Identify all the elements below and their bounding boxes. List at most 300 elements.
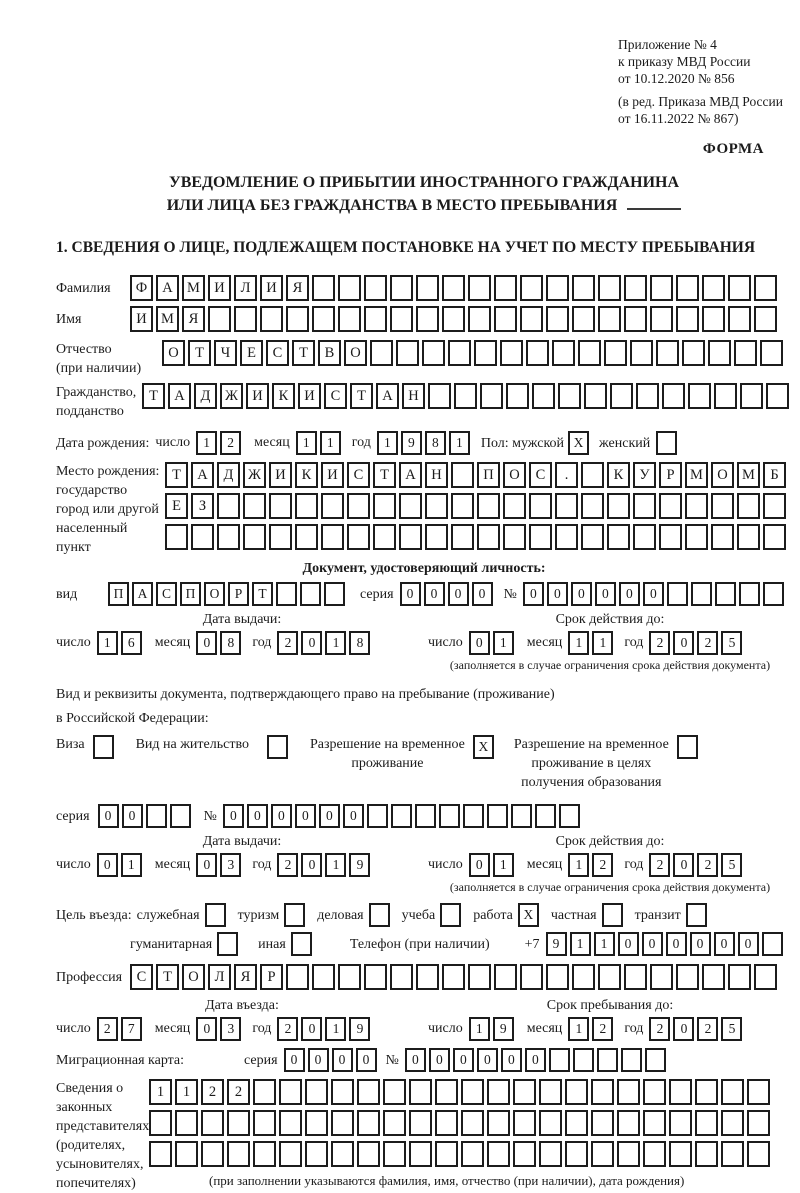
phone-cells[interactable] bbox=[546, 932, 786, 956]
char-cell[interactable] bbox=[416, 306, 439, 332]
char-cell[interactable]: О bbox=[711, 462, 734, 488]
char-cell[interactable]: Я bbox=[182, 306, 205, 332]
char-cell[interactable] bbox=[546, 306, 569, 332]
char-cell[interactable] bbox=[721, 1079, 744, 1105]
char-cell[interactable] bbox=[451, 493, 474, 519]
char-cell[interactable] bbox=[477, 524, 500, 550]
stay-until-cells[interactable] bbox=[428, 1017, 792, 1041]
char-cell[interactable]: 0 bbox=[595, 582, 616, 606]
char-cell[interactable] bbox=[578, 340, 601, 366]
char-cell[interactable]: Ф bbox=[130, 275, 153, 301]
rd-issue-cells[interactable] bbox=[56, 853, 428, 877]
char-cell[interactable]: А bbox=[168, 383, 191, 409]
char-cell[interactable] bbox=[581, 462, 604, 488]
char-cell[interactable]: М bbox=[685, 462, 708, 488]
char-cell[interactable] bbox=[621, 1048, 642, 1072]
char-cell[interactable] bbox=[650, 306, 673, 332]
char-cell[interactable] bbox=[487, 1141, 510, 1167]
char-cell[interactable] bbox=[286, 306, 309, 332]
char-cell[interactable] bbox=[149, 1110, 172, 1136]
char-cell[interactable] bbox=[702, 306, 725, 332]
char-cell[interactable]: 0 bbox=[690, 932, 711, 956]
doc-kind-cells[interactable] bbox=[108, 582, 348, 606]
char-cell[interactable] bbox=[416, 964, 439, 990]
char-cell[interactable]: 0 bbox=[448, 582, 469, 606]
char-cell[interactable]: П bbox=[477, 462, 500, 488]
char-cell[interactable]: 0 bbox=[356, 1048, 377, 1072]
char-cell[interactable]: Р bbox=[228, 582, 249, 606]
char-cell[interactable]: 0 bbox=[618, 932, 639, 956]
char-cell[interactable]: . bbox=[555, 462, 578, 488]
sex-female-checkbox[interactable] bbox=[656, 431, 677, 455]
rvp-checkbox[interactable]: X bbox=[473, 735, 494, 759]
char-cell[interactable] bbox=[526, 340, 549, 366]
char-cell[interactable]: 1 bbox=[325, 853, 346, 877]
char-cell[interactable] bbox=[607, 524, 630, 550]
doc-number-cells[interactable] bbox=[523, 582, 787, 606]
char-cell[interactable] bbox=[607, 493, 630, 519]
char-cell[interactable] bbox=[695, 1110, 718, 1136]
char-cell[interactable] bbox=[669, 1110, 692, 1136]
char-cell[interactable] bbox=[754, 306, 777, 332]
char-cell[interactable] bbox=[721, 1141, 744, 1167]
char-cell[interactable]: 9 bbox=[401, 431, 422, 455]
char-cell[interactable]: 2 bbox=[697, 1017, 718, 1041]
char-cell[interactable] bbox=[373, 493, 396, 519]
char-cell[interactable]: 1 bbox=[469, 1017, 490, 1041]
char-cell[interactable]: Т bbox=[292, 340, 315, 366]
patronymic-cells[interactable] bbox=[162, 340, 786, 366]
char-cell[interactable] bbox=[702, 275, 725, 301]
birthplace-cells-row2[interactable] bbox=[165, 493, 789, 519]
char-cell[interactable] bbox=[624, 275, 647, 301]
char-cell[interactable] bbox=[208, 306, 231, 332]
char-cell[interactable]: 0 bbox=[547, 582, 568, 606]
char-cell[interactable] bbox=[617, 1141, 640, 1167]
char-cell[interactable] bbox=[435, 1110, 458, 1136]
char-cell[interactable] bbox=[425, 493, 448, 519]
char-cell[interactable] bbox=[357, 1110, 380, 1136]
char-cell[interactable] bbox=[529, 493, 552, 519]
char-cell[interactable]: 0 bbox=[301, 631, 322, 655]
birthdate-cells[interactable] bbox=[155, 431, 472, 455]
char-cell[interactable] bbox=[581, 493, 604, 519]
char-cell[interactable] bbox=[331, 1079, 354, 1105]
char-cell[interactable] bbox=[643, 1079, 666, 1105]
purpose-tourism-checkbox[interactable] bbox=[284, 903, 305, 927]
char-cell[interactable]: О bbox=[204, 582, 225, 606]
char-cell[interactable]: 1 bbox=[449, 431, 470, 455]
char-cell[interactable] bbox=[390, 964, 413, 990]
char-cell[interactable] bbox=[461, 1079, 484, 1105]
char-cell[interactable]: Т bbox=[142, 383, 165, 409]
char-cell[interactable] bbox=[766, 383, 789, 409]
char-cell[interactable]: Н bbox=[425, 462, 448, 488]
birthplace-cells-row3[interactable] bbox=[165, 524, 789, 550]
char-cell[interactable]: 9 bbox=[493, 1017, 514, 1041]
char-cell[interactable] bbox=[279, 1079, 302, 1105]
char-cell[interactable]: 0 bbox=[400, 582, 421, 606]
char-cell[interactable] bbox=[338, 275, 361, 301]
char-cell[interactable] bbox=[529, 524, 552, 550]
char-cell[interactable]: О bbox=[503, 462, 526, 488]
char-cell[interactable] bbox=[617, 1110, 640, 1136]
char-cell[interactable]: 9 bbox=[349, 853, 370, 877]
char-cell[interactable]: 2 bbox=[697, 631, 718, 655]
char-cell[interactable]: 2 bbox=[649, 853, 670, 877]
char-cell[interactable] bbox=[747, 1079, 770, 1105]
char-cell[interactable] bbox=[367, 804, 388, 828]
char-cell[interactable] bbox=[676, 964, 699, 990]
char-cell[interactable]: 0 bbox=[714, 932, 735, 956]
visa-checkbox[interactable] bbox=[93, 735, 114, 759]
char-cell[interactable]: 8 bbox=[220, 631, 241, 655]
char-cell[interactable] bbox=[494, 964, 517, 990]
char-cell[interactable] bbox=[715, 582, 736, 606]
char-cell[interactable] bbox=[747, 1141, 770, 1167]
char-cell[interactable] bbox=[624, 964, 647, 990]
char-cell[interactable] bbox=[539, 1141, 562, 1167]
char-cell[interactable]: И bbox=[298, 383, 321, 409]
char-cell[interactable] bbox=[656, 340, 679, 366]
char-cell[interactable]: 2 bbox=[592, 853, 613, 877]
rvp-education-checkbox[interactable] bbox=[677, 735, 698, 759]
char-cell[interactable] bbox=[415, 804, 436, 828]
char-cell[interactable]: 0 bbox=[424, 582, 445, 606]
char-cell[interactable] bbox=[555, 493, 578, 519]
char-cell[interactable] bbox=[513, 1141, 536, 1167]
char-cell[interactable]: Л bbox=[208, 964, 231, 990]
char-cell[interactable] bbox=[439, 804, 460, 828]
char-cell[interactable] bbox=[487, 804, 508, 828]
char-cell[interactable]: 2 bbox=[220, 431, 241, 455]
char-cell[interactable] bbox=[451, 462, 474, 488]
char-cell[interactable] bbox=[425, 524, 448, 550]
char-cell[interactable] bbox=[754, 964, 777, 990]
char-cell[interactable] bbox=[598, 964, 621, 990]
char-cell[interactable]: 2 bbox=[201, 1079, 224, 1105]
char-cell[interactable]: 0 bbox=[453, 1048, 474, 1072]
char-cell[interactable] bbox=[572, 275, 595, 301]
char-cell[interactable]: А bbox=[191, 462, 214, 488]
char-cell[interactable] bbox=[520, 964, 543, 990]
char-cell[interactable]: 9 bbox=[349, 1017, 370, 1041]
rd-number-cells[interactable] bbox=[223, 804, 583, 828]
char-cell[interactable]: И bbox=[260, 275, 283, 301]
char-cell[interactable] bbox=[643, 1110, 666, 1136]
char-cell[interactable] bbox=[396, 340, 419, 366]
char-cell[interactable] bbox=[695, 1141, 718, 1167]
char-cell[interactable] bbox=[409, 1141, 432, 1167]
char-cell[interactable] bbox=[338, 306, 361, 332]
char-cell[interactable]: 0 bbox=[97, 853, 118, 877]
char-cell[interactable]: О bbox=[162, 340, 185, 366]
char-cell[interactable] bbox=[685, 524, 708, 550]
char-cell[interactable] bbox=[604, 340, 627, 366]
char-cell[interactable]: 0 bbox=[122, 804, 143, 828]
char-cell[interactable] bbox=[279, 1141, 302, 1167]
char-cell[interactable] bbox=[500, 340, 523, 366]
char-cell[interactable] bbox=[321, 524, 344, 550]
char-cell[interactable]: 0 bbox=[643, 582, 664, 606]
char-cell[interactable]: 1 bbox=[493, 631, 514, 655]
char-cell[interactable]: 0 bbox=[673, 631, 694, 655]
char-cell[interactable] bbox=[555, 524, 578, 550]
purpose-private-checkbox[interactable] bbox=[602, 903, 623, 927]
char-cell[interactable] bbox=[357, 1079, 380, 1105]
char-cell[interactable] bbox=[597, 1048, 618, 1072]
char-cell[interactable]: Н bbox=[402, 383, 425, 409]
char-cell[interactable]: 2 bbox=[649, 1017, 670, 1041]
char-cell[interactable]: Я bbox=[286, 275, 309, 301]
char-cell[interactable]: 1 bbox=[325, 631, 346, 655]
char-cell[interactable] bbox=[463, 804, 484, 828]
char-cell[interactable] bbox=[165, 524, 188, 550]
char-cell[interactable] bbox=[175, 1110, 198, 1136]
char-cell[interactable] bbox=[269, 493, 292, 519]
char-cell[interactable] bbox=[549, 1048, 570, 1072]
char-cell[interactable] bbox=[584, 383, 607, 409]
char-cell[interactable]: 0 bbox=[98, 804, 119, 828]
char-cell[interactable] bbox=[191, 524, 214, 550]
entry-date-cells[interactable] bbox=[56, 1017, 428, 1041]
char-cell[interactable] bbox=[253, 1079, 276, 1105]
char-cell[interactable] bbox=[565, 1141, 588, 1167]
purpose-business-checkbox[interactable] bbox=[205, 903, 226, 927]
char-cell[interactable]: Р bbox=[659, 462, 682, 488]
char-cell[interactable] bbox=[321, 493, 344, 519]
char-cell[interactable] bbox=[399, 524, 422, 550]
char-cell[interactable]: Е bbox=[240, 340, 263, 366]
char-cell[interactable]: 0 bbox=[472, 582, 493, 606]
char-cell[interactable]: 0 bbox=[196, 1017, 217, 1041]
char-cell[interactable] bbox=[442, 306, 465, 332]
char-cell[interactable]: 0 bbox=[284, 1048, 305, 1072]
char-cell[interactable] bbox=[383, 1110, 406, 1136]
char-cell[interactable]: 2 bbox=[277, 853, 298, 877]
char-cell[interactable] bbox=[435, 1079, 458, 1105]
char-cell[interactable] bbox=[295, 493, 318, 519]
char-cell[interactable]: К bbox=[272, 383, 295, 409]
char-cell[interactable] bbox=[558, 383, 581, 409]
char-cell[interactable]: Т bbox=[350, 383, 373, 409]
char-cell[interactable] bbox=[477, 493, 500, 519]
char-cell[interactable] bbox=[763, 582, 784, 606]
char-cell[interactable] bbox=[487, 1079, 510, 1105]
char-cell[interactable]: Т bbox=[252, 582, 273, 606]
char-cell[interactable] bbox=[383, 1079, 406, 1105]
char-cell[interactable]: 1 bbox=[568, 1017, 589, 1041]
char-cell[interactable]: И bbox=[269, 462, 292, 488]
char-cell[interactable]: А bbox=[376, 383, 399, 409]
char-cell[interactable]: 0 bbox=[405, 1048, 426, 1072]
char-cell[interactable] bbox=[474, 340, 497, 366]
char-cell[interactable] bbox=[552, 340, 575, 366]
doc-expiry-cells[interactable] bbox=[428, 631, 792, 655]
char-cell[interactable]: А bbox=[156, 275, 179, 301]
char-cell[interactable] bbox=[503, 524, 526, 550]
char-cell[interactable] bbox=[347, 493, 370, 519]
char-cell[interactable]: К bbox=[295, 462, 318, 488]
char-cell[interactable] bbox=[513, 1110, 536, 1136]
char-cell[interactable] bbox=[667, 582, 688, 606]
char-cell[interactable] bbox=[520, 306, 543, 332]
char-cell[interactable]: 1 bbox=[592, 631, 613, 655]
char-cell[interactable]: М bbox=[182, 275, 205, 301]
char-cell[interactable]: 0 bbox=[332, 1048, 353, 1072]
char-cell[interactable] bbox=[503, 493, 526, 519]
char-cell[interactable]: У bbox=[633, 462, 656, 488]
purpose-work-checkbox[interactable]: X bbox=[518, 903, 539, 927]
char-cell[interactable] bbox=[754, 275, 777, 301]
doc-issue-cells[interactable] bbox=[56, 631, 428, 655]
char-cell[interactable] bbox=[300, 582, 321, 606]
residence-permit-checkbox[interactable] bbox=[267, 735, 288, 759]
char-cell[interactable] bbox=[565, 1079, 588, 1105]
char-cell[interactable] bbox=[305, 1079, 328, 1105]
char-cell[interactable] bbox=[312, 964, 335, 990]
char-cell[interactable]: Б bbox=[763, 462, 786, 488]
char-cell[interactable] bbox=[636, 383, 659, 409]
char-cell[interactable]: С bbox=[130, 964, 153, 990]
char-cell[interactable] bbox=[650, 275, 673, 301]
char-cell[interactable] bbox=[747, 1110, 770, 1136]
char-cell[interactable] bbox=[357, 1141, 380, 1167]
char-cell[interactable]: С bbox=[347, 462, 370, 488]
char-cell[interactable] bbox=[305, 1141, 328, 1167]
char-cell[interactable] bbox=[170, 804, 191, 828]
char-cell[interactable]: 0 bbox=[501, 1048, 522, 1072]
char-cell[interactable]: 9 bbox=[546, 932, 567, 956]
char-cell[interactable]: А bbox=[132, 582, 153, 606]
char-cell[interactable]: 2 bbox=[277, 631, 298, 655]
char-cell[interactable] bbox=[468, 275, 491, 301]
char-cell[interactable] bbox=[711, 493, 734, 519]
char-cell[interactable]: М bbox=[737, 462, 760, 488]
char-cell[interactable] bbox=[591, 1141, 614, 1167]
char-cell[interactable] bbox=[269, 524, 292, 550]
char-cell[interactable] bbox=[763, 524, 786, 550]
char-cell[interactable]: 7 bbox=[121, 1017, 142, 1041]
char-cell[interactable]: С bbox=[324, 383, 347, 409]
char-cell[interactable] bbox=[645, 1048, 666, 1072]
char-cell[interactable]: 3 bbox=[220, 853, 241, 877]
char-cell[interactable]: О bbox=[344, 340, 367, 366]
char-cell[interactable] bbox=[565, 1110, 588, 1136]
char-cell[interactable] bbox=[650, 964, 673, 990]
char-cell[interactable] bbox=[682, 340, 705, 366]
char-cell[interactable] bbox=[702, 964, 725, 990]
char-cell[interactable] bbox=[370, 340, 393, 366]
representatives-cells-row3[interactable] bbox=[149, 1141, 773, 1167]
char-cell[interactable] bbox=[461, 1141, 484, 1167]
char-cell[interactable] bbox=[454, 383, 477, 409]
char-cell[interactable] bbox=[573, 1048, 594, 1072]
char-cell[interactable]: 1 bbox=[97, 631, 118, 655]
char-cell[interactable] bbox=[676, 306, 699, 332]
rd-expiry-cells[interactable] bbox=[428, 853, 792, 877]
char-cell[interactable] bbox=[253, 1141, 276, 1167]
char-cell[interactable] bbox=[714, 383, 737, 409]
char-cell[interactable] bbox=[520, 275, 543, 301]
char-cell[interactable] bbox=[711, 524, 734, 550]
char-cell[interactable] bbox=[217, 524, 240, 550]
char-cell[interactable] bbox=[422, 340, 445, 366]
char-cell[interactable] bbox=[728, 306, 751, 332]
char-cell[interactable] bbox=[617, 1079, 640, 1105]
char-cell[interactable]: 0 bbox=[738, 932, 759, 956]
char-cell[interactable]: Ж bbox=[220, 383, 243, 409]
char-cell[interactable] bbox=[468, 306, 491, 332]
purpose-transit-checkbox[interactable] bbox=[686, 903, 707, 927]
char-cell[interactable] bbox=[175, 1141, 198, 1167]
char-cell[interactable]: 0 bbox=[429, 1048, 450, 1072]
char-cell[interactable]: 1 bbox=[149, 1079, 172, 1105]
char-cell[interactable]: Т bbox=[165, 462, 188, 488]
purpose-humanitarian-checkbox[interactable] bbox=[217, 932, 238, 956]
citizenship-cells[interactable] bbox=[142, 383, 792, 409]
char-cell[interactable]: 1 bbox=[325, 1017, 346, 1041]
char-cell[interactable] bbox=[762, 932, 783, 956]
char-cell[interactable]: 0 bbox=[196, 631, 217, 655]
char-cell[interactable] bbox=[691, 582, 712, 606]
char-cell[interactable] bbox=[598, 306, 621, 332]
char-cell[interactable]: П bbox=[108, 582, 129, 606]
char-cell[interactable]: 6 bbox=[121, 631, 142, 655]
char-cell[interactable] bbox=[480, 383, 503, 409]
char-cell[interactable]: 1 bbox=[568, 853, 589, 877]
char-cell[interactable]: 0 bbox=[295, 804, 316, 828]
char-cell[interactable]: 0 bbox=[301, 853, 322, 877]
purpose-commercial-checkbox[interactable] bbox=[369, 903, 390, 927]
char-cell[interactable]: Д bbox=[217, 462, 240, 488]
char-cell[interactable]: 0 bbox=[223, 804, 244, 828]
char-cell[interactable] bbox=[227, 1141, 250, 1167]
char-cell[interactable] bbox=[276, 582, 297, 606]
purpose-other-checkbox[interactable] bbox=[291, 932, 312, 956]
char-cell[interactable]: 2 bbox=[697, 853, 718, 877]
char-cell[interactable] bbox=[737, 493, 760, 519]
char-cell[interactable] bbox=[399, 493, 422, 519]
char-cell[interactable] bbox=[390, 275, 413, 301]
char-cell[interactable]: Т bbox=[188, 340, 211, 366]
char-cell[interactable] bbox=[373, 524, 396, 550]
char-cell[interactable]: М bbox=[156, 306, 179, 332]
char-cell[interactable]: 0 bbox=[571, 582, 592, 606]
char-cell[interactable] bbox=[461, 1110, 484, 1136]
char-cell[interactable] bbox=[763, 493, 786, 519]
char-cell[interactable] bbox=[305, 1110, 328, 1136]
char-cell[interactable] bbox=[539, 1079, 562, 1105]
char-cell[interactable]: Р bbox=[260, 964, 283, 990]
char-cell[interactable] bbox=[442, 964, 465, 990]
char-cell[interactable] bbox=[324, 582, 345, 606]
char-cell[interactable] bbox=[409, 1079, 432, 1105]
char-cell[interactable] bbox=[721, 1110, 744, 1136]
char-cell[interactable] bbox=[260, 306, 283, 332]
char-cell[interactable] bbox=[448, 340, 471, 366]
char-cell[interactable]: И bbox=[246, 383, 269, 409]
char-cell[interactable]: 0 bbox=[469, 853, 490, 877]
char-cell[interactable]: 0 bbox=[469, 631, 490, 655]
char-cell[interactable] bbox=[442, 275, 465, 301]
char-cell[interactable] bbox=[149, 1141, 172, 1167]
char-cell[interactable] bbox=[708, 340, 731, 366]
char-cell[interactable] bbox=[217, 493, 240, 519]
mc-number-cells[interactable] bbox=[405, 1048, 669, 1072]
char-cell[interactable] bbox=[312, 275, 335, 301]
char-cell[interactable] bbox=[669, 1079, 692, 1105]
